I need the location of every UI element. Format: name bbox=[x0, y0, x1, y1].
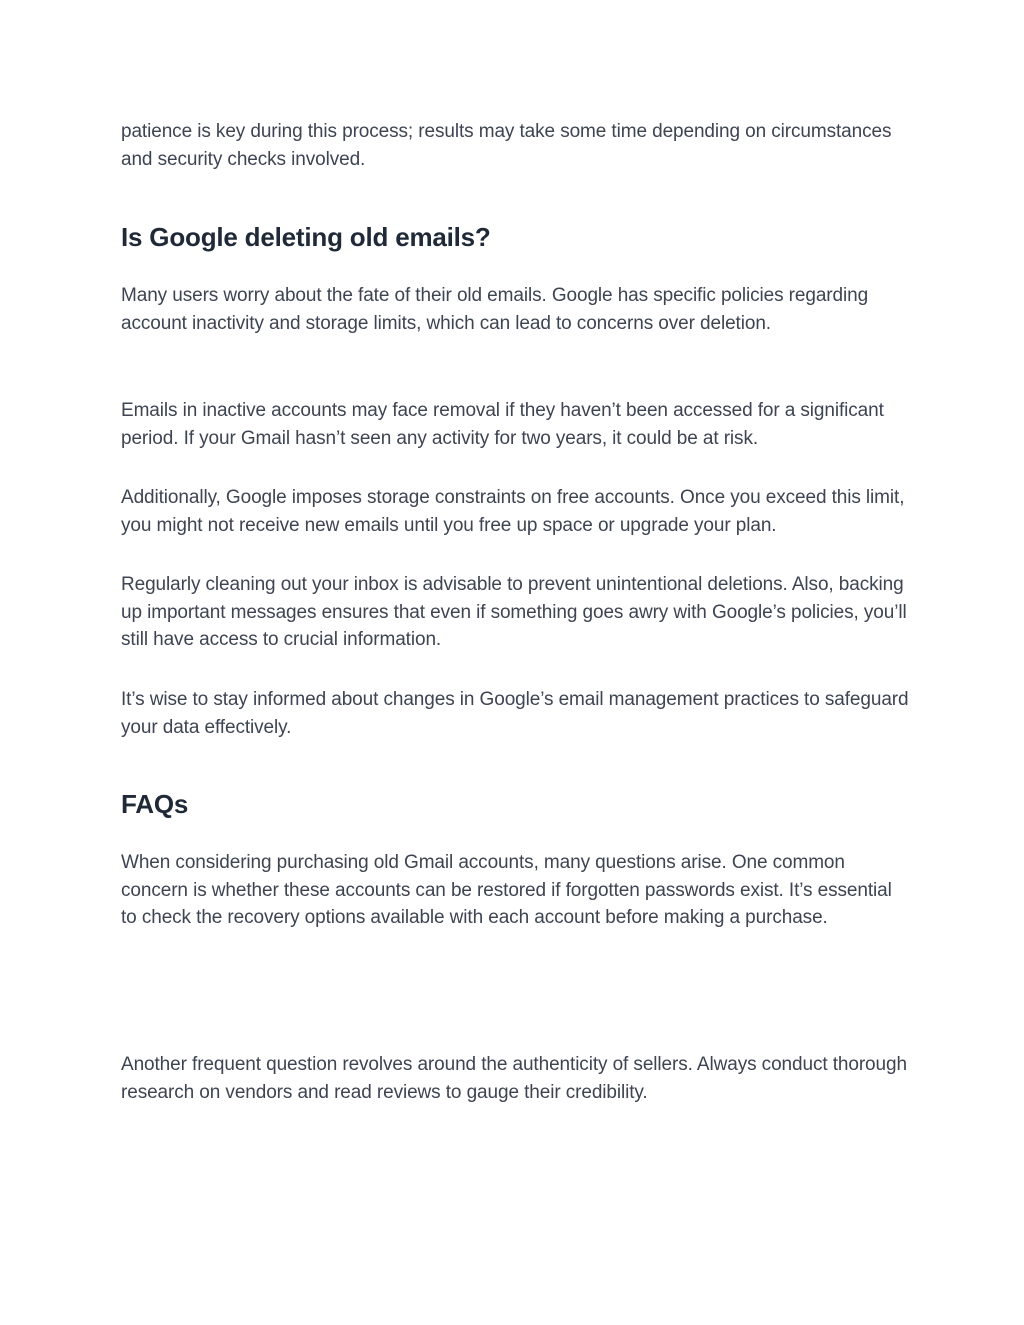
intro-paragraph-block bbox=[121, 118, 911, 173]
faqs-paragraph-2-block bbox=[121, 1051, 911, 1106]
deleting-paragraph-5-block bbox=[121, 686, 911, 741]
deleting-paragraph-4-block bbox=[121, 571, 911, 654]
section-heading-faqs: FAQs bbox=[121, 789, 189, 819]
deleting-paragraph-3-block bbox=[121, 484, 911, 539]
deleting-paragraph-2-block bbox=[121, 397, 911, 452]
deleting-heading-block bbox=[121, 220, 911, 254]
paragraph: Regularly cleaning out your inbox is advisable to prevent unintentional deletions. Also, backing up important messages ensures that even if something goes awry with Google’s policies, you’ll still have access to crucial information. bbox=[121, 574, 907, 651]
paragraph: Many users worry about the fate of their old emails. Google has specific policies regarding account inactivity and storage limits, which can lead to concerns over deletion. bbox=[121, 285, 869, 334]
paragraph: Additionally, Google imposes storage constraints on free accounts. Once you exceed this limit, you might not receive new emails until you free up space or upgrade your plan. bbox=[121, 487, 905, 536]
faqs-heading-block bbox=[121, 787, 911, 821]
paragraph: It’s wise to stay informed about changes in Google’s email management practices to safeguard your data effectively. bbox=[121, 689, 909, 738]
paragraph: Emails in inactive accounts may face removal if they haven’t been accessed for a significant period. If your Gmail hasn’t seen any activity for two years, it could be at risk. bbox=[121, 400, 884, 449]
faqs-paragraph-1-block bbox=[121, 849, 911, 932]
deleting-paragraph-1-block bbox=[121, 282, 911, 337]
paragraph: When considering purchasing old Gmail accounts, many questions arise. One common concern is whether these accounts can be restored if forgotten passwords exist. It’s essential to check the recovery options available with each account before making a purchase. bbox=[121, 852, 892, 929]
section-heading-deleting: Is Google deleting old emails? bbox=[121, 222, 491, 252]
paragraph: Another frequent question revolves around the authenticity of sellers. Always conduct thorough research on vendors and read reviews to gauge their credibility. bbox=[121, 1054, 907, 1103]
intro-paragraph: patience is key during this process; results may take some time depending on circumstances and security checks involved. bbox=[121, 121, 892, 170]
